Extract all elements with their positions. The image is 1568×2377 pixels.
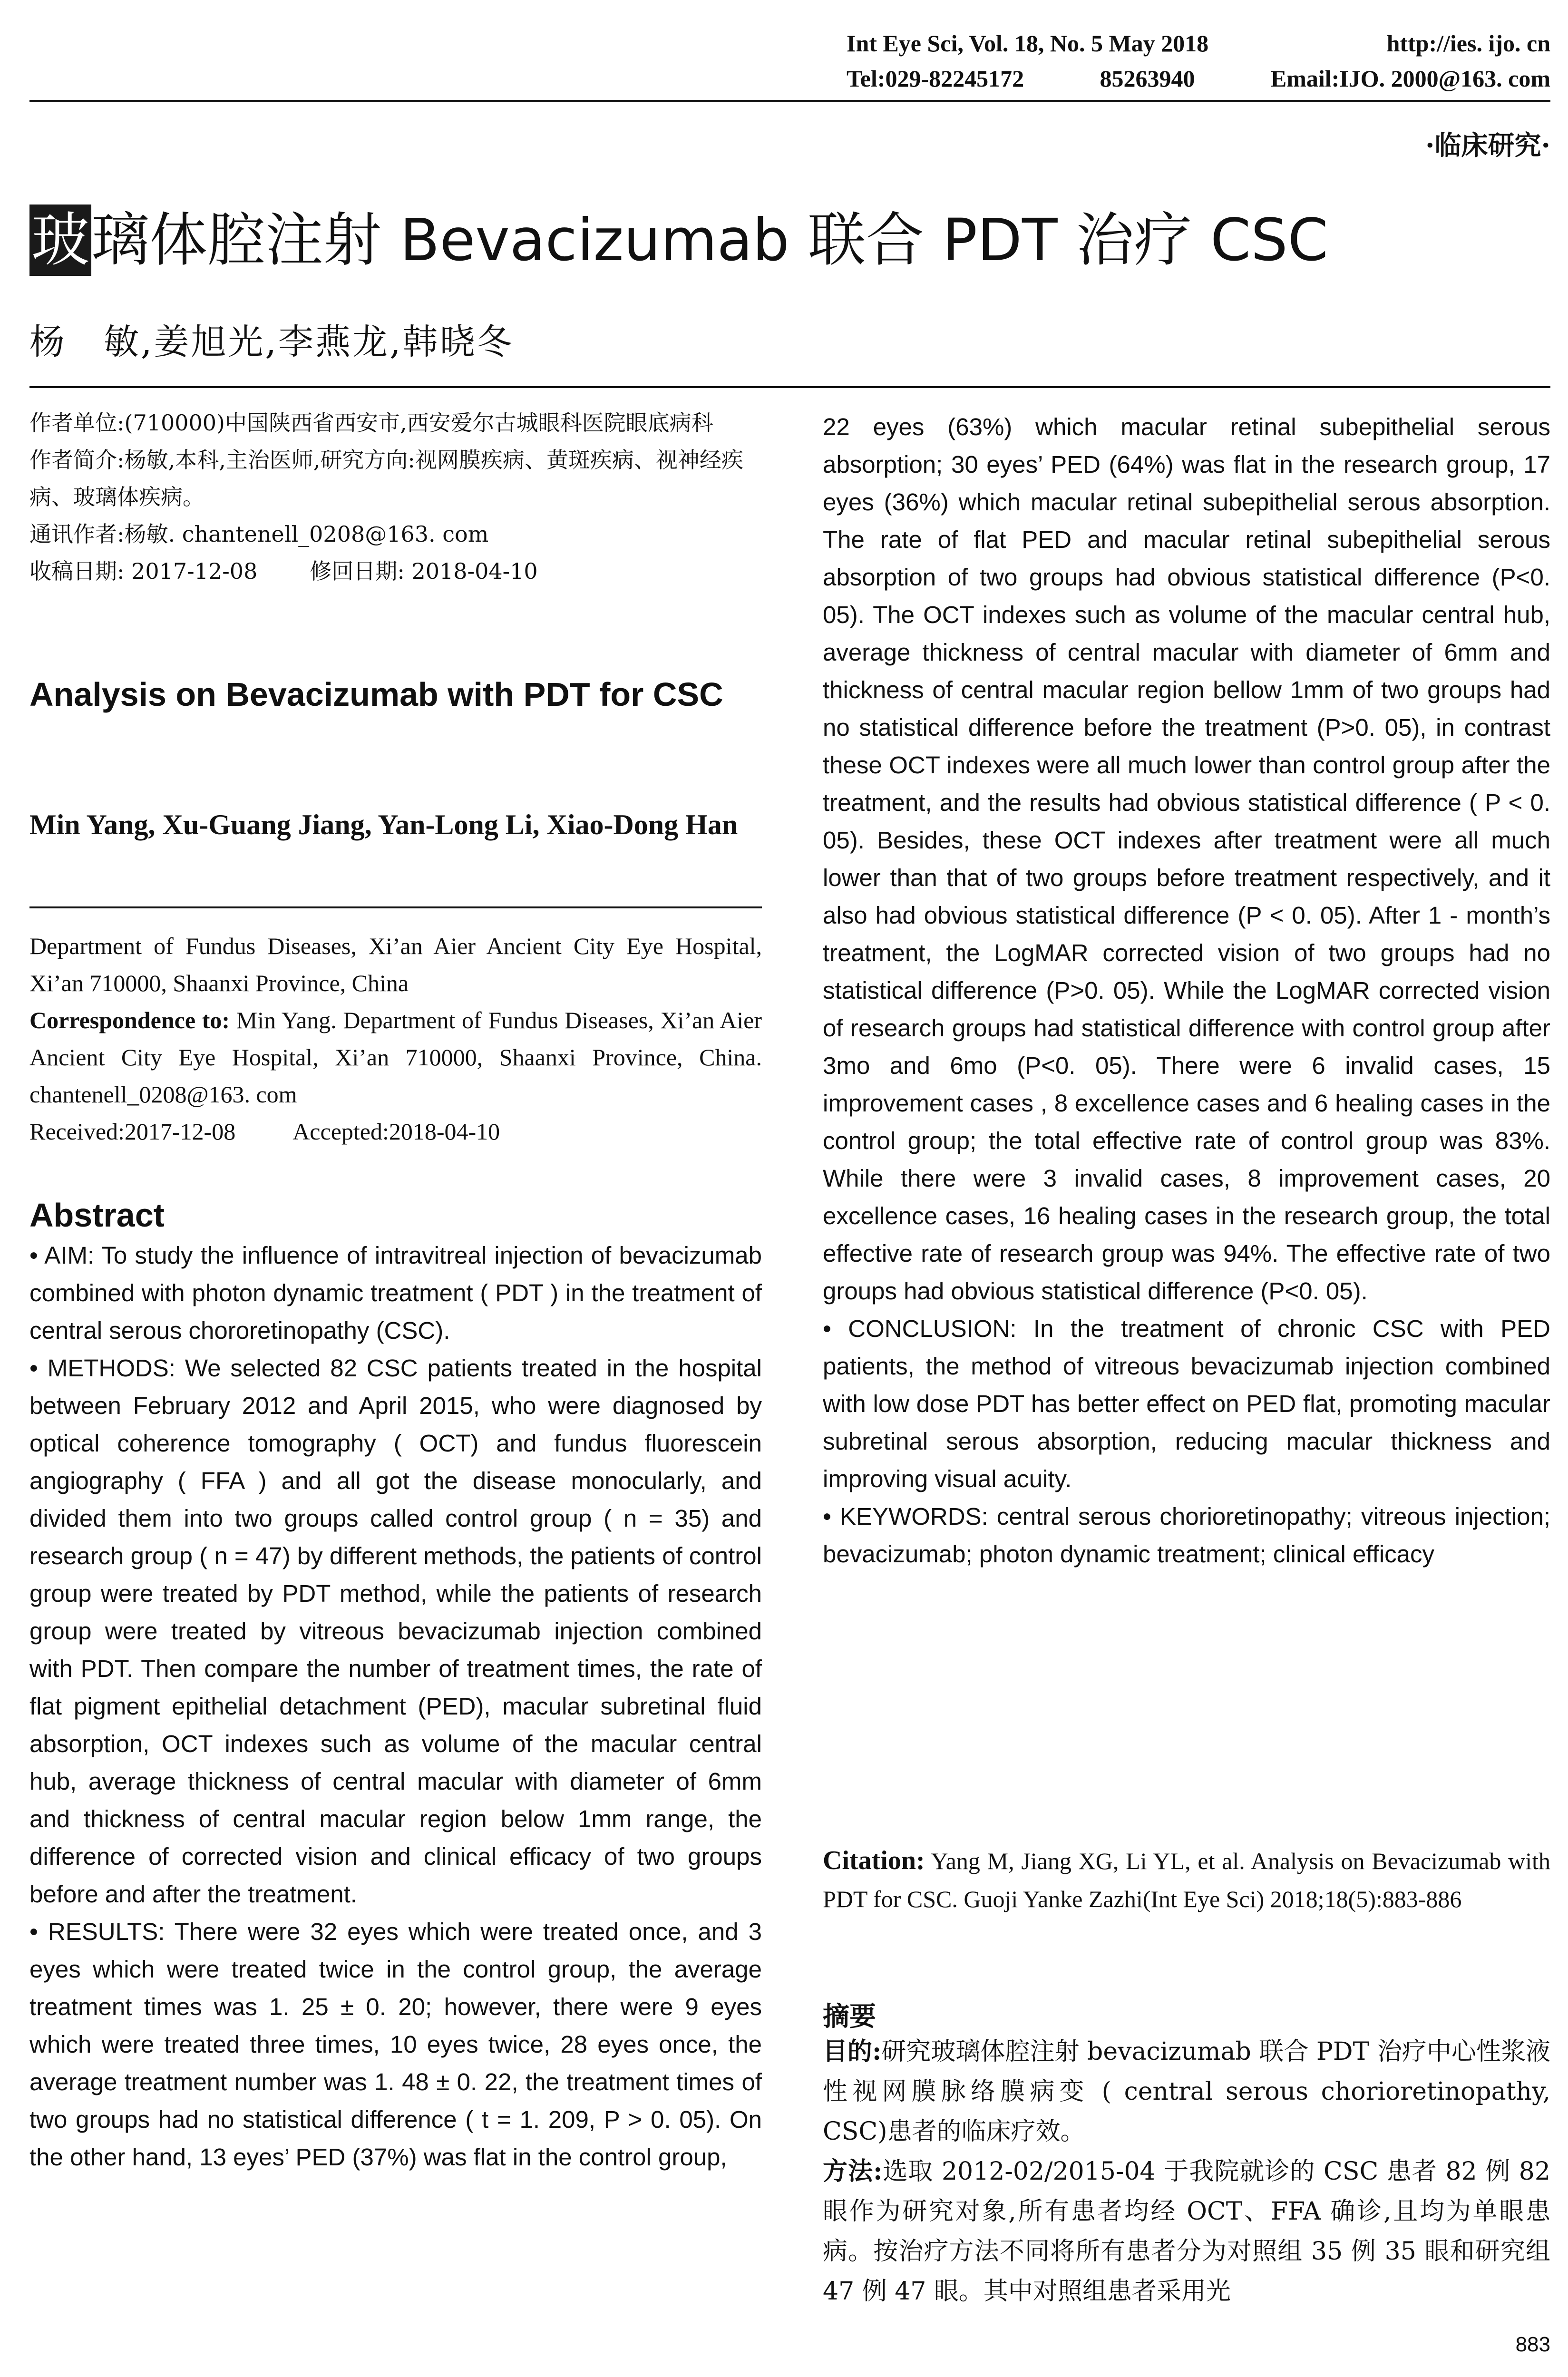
cn-aim-label: 目的:: [823, 2037, 882, 2066]
cn-abstract-aim: [823, 2032, 1550, 2152]
received-date-cn: 收稿日期: 2017-12-08: [29, 558, 258, 584]
dates-cn: [29, 553, 762, 590]
abstract-left-column: [29, 1237, 762, 2176]
author-info-cn: [29, 404, 762, 590]
journal-tel2: 85263940: [1100, 65, 1195, 92]
authors-chinese: 杨 敏,姜旭光,李燕龙,韩晓冬: [29, 321, 514, 362]
header-rule: [29, 100, 1550, 102]
abstract-aim: • AIM: To study the influence of intravitreal injection of bevacizumab combined with photon dynamic treatment ( PDT ) in the treatment of central serous chororetinopathy (CSC).: [29, 1242, 762, 1344]
correspondence-label: Correspondence to:: [29, 1007, 230, 1033]
english-title: Analysis on Bevacizumab with PDT for CSC: [29, 676, 723, 713]
abstract-results: • RESULTS: There were 32 eyes which were treated once, and 3 eyes which were treated twice in the control group, the average treatment times was 1. 25 ± 0. 20; however, there were 9 eyes which were treated three times, 10 eyes twice, 28 eyes once, the average treatment number was 1. 48 ± 0. 22, the treatment times of two groups had no statistical difference ( t = 1. 209, P > 0. 05). On the other hand, 13 eyes’ PED (37%) was flat in the control group,: [29, 1918, 762, 2171]
cn-methods-label: 方法:: [823, 2157, 883, 2186]
journal-url[interactable]: http://ies. ijo. cn: [1386, 30, 1550, 57]
cn-abstract-body: [823, 2032, 1550, 2311]
correspondence-text: Min Yang. Department of Fundus Diseases, Xi’an Aier Ancient City Eye Hospital, Xi’an 710000, Shaanxi Province, China. chantenell_0208@163. com: [29, 1007, 762, 1108]
journal-email[interactable]: Email:IJO. 2000@163. com: [1270, 65, 1550, 92]
cn-abstract-methods: [823, 2152, 1550, 2311]
accepted-date: Accepted:2018-04-10: [292, 1118, 500, 1145]
title-rule: [29, 386, 1550, 388]
journal-header-line1: [847, 29, 1550, 57]
cn-methods-text: 选取 2012-02/2015-04 于我院就诊的 CSC 患者 82 例 82 眼作为研究对象,所有患者均经 OCT、FFA 确诊,且均为单眼患病。按治疗方法不同将所有患者分为对照组 35 例 35 眼和研究组 47 例 47 眼。其中对照组患者采用光: [823, 2157, 1550, 2306]
affiliation-text: Department of Fundus Diseases, Xi’an Aier Ancient City Eye Hospital, Xi’an 710000, Shaanxi Province, China: [29, 933, 762, 996]
abstract-heading: Abstract: [29, 1197, 165, 1234]
abstract-right-column: [823, 408, 1550, 1573]
cn-aim-text: 研究玻璃体腔注射 bevacizumab 联合 PDT 治疗中心性浆液性视网膜脉络膜病变 ( central serous chorioretinopathy, CSC)患者的临床疗效。: [823, 2037, 1550, 2146]
abstract-conclusion: • CONCLUSION: In the treatment of chronic CSC with PED patients, the method of vitreous bevacizumab injection combined with low dose PDT has better effect on PED flat, promoting macular subretinal serous absorption, reducing macular thickness and improving visual acuity.: [823, 1315, 1550, 1492]
abstract-keywords: • KEYWORDS: central serous chorioretinopathy; vitreous injection; bevacizumab; photon dynamic treatment; clinical efficacy: [823, 1503, 1550, 1568]
section-label: ·临床研究·: [1425, 130, 1550, 161]
abstract-methods: • METHODS: We selected 82 CSC patients treated in the hospital between February 2012 and April 2015, who were diagnosed by optical coherence tomography ( OCT) and fundus fluorescein angiography ( FFA ) and all got the disease monocularly, and divided them into two groups called control group ( n = 35) and research group ( n = 47) by different methods, the patients of control group were treated by PDT method, while the patients of research group were treated by vitreous bevacizumab injection combined with PDT. Then compare the number of treatment times, the rate of flat pigment epithelial detachment (PED), macular subretinal fluid absorption, OCT indexes such as volume of the macular central hub, average thickness of central macular with diameter of 6mm and thickness of central macular region below 1mm range, the difference of corrected vision and clinical efficacy of two groups before and after the treatment.: [29, 1354, 762, 1908]
authors-rule: [29, 906, 762, 908]
corresponding-author: 通讯作者:杨敏. chantenell_0208@163. com: [29, 521, 489, 547]
received-date: Received:2017-12-08: [29, 1118, 236, 1145]
citation-label: Citation:: [823, 1846, 925, 1875]
citation-block: [823, 1841, 1550, 1918]
author-bio: 作者简介:杨敏,本科,主治医师,研究方向:视网膜疾病、黄斑疾病、视神经疾病、玻璃体疾病。: [29, 447, 743, 510]
english-authors: Min Yang, Xu-Guang Jiang, Yan-Long Li, Xiao-Dong Han: [29, 809, 738, 840]
revised-date-cn: 修回日期: 2018-04-10: [310, 558, 538, 584]
page-number: 883: [1515, 2333, 1550, 2356]
cn-abstract-heading: 摘要: [823, 2001, 876, 2032]
dates-en: [29, 1113, 762, 1150]
title-rest: 璃体腔注射 Bevacizumab 联合 PDT 治疗 CSC: [91, 206, 1328, 274]
author-unit: 作者单位:(710000)中国陕西省西安市,西安爱尔古城眼科医院眼底病科: [29, 410, 713, 436]
journal-citation: Int Eye Sci, Vol. 18, No. 5 May 2018: [847, 30, 1209, 57]
title-first-char: 玻: [29, 205, 91, 276]
affiliation-block: [29, 927, 762, 1150]
abstract-results-continued: 22 eyes (63%) which macular retinal subepithelial serous absorption; 30 eyes’ PED (64%) was flat in the research group, 17 eyes (36%) which macular retinal subepithelial serous absorption. The rate of flat PED and macular retinal subepithelial serous absorption of two groups had obvious statistical difference (P<0. 05). The OCT indexes such as volume of the macular central hub, average thickness of central macular with diameter of 6mm and thickness of central macular region bellow 1mm of two groups had no statistical difference before the treatment (P>0. 05), in contrast these OCT indexes were all much lower than control group after the treatment, and the results had obvious statistical difference ( P < 0. 05). Besides, these OCT indexes after treatment were all much lower than that of two groups before treatment respectively, and it also had obvious statistical difference (P < 0. 05). After 1 - month’s treatment, the LogMAR corrected vision of two groups had no statistical difference (P>0. 05). While the LogMAR corrected vision of research groups had statistical difference with control group after 3mo and 6mo (P<0. 05). There were 6 invalid cases, 15 improvement cases , 8 excellence cases and 6 healing cases in the control group; the total effective rate of control group was 83%. While there were 3 invalid cases, 8 improvement cases, 20 excellence cases, 16 healing cases in the research group, the total effective rate of research group was 94%. The effective rate of two groups had obvious statistical difference (P<0. 05).: [823, 413, 1550, 1305]
journal-tel: Tel:029-82245172: [847, 65, 1024, 92]
article-title: [29, 205, 1328, 276]
citation-text: Yang M, Jiang XG, Li YL, et al. Analysis on Bevacizumab with PDT for CSC. Guoji Yanke Zazhi(Int Eye Sci) 2018;18(5):883-886: [823, 1848, 1550, 1912]
correspondence: [29, 1002, 762, 1113]
journal-header-line2: [847, 65, 1550, 92]
